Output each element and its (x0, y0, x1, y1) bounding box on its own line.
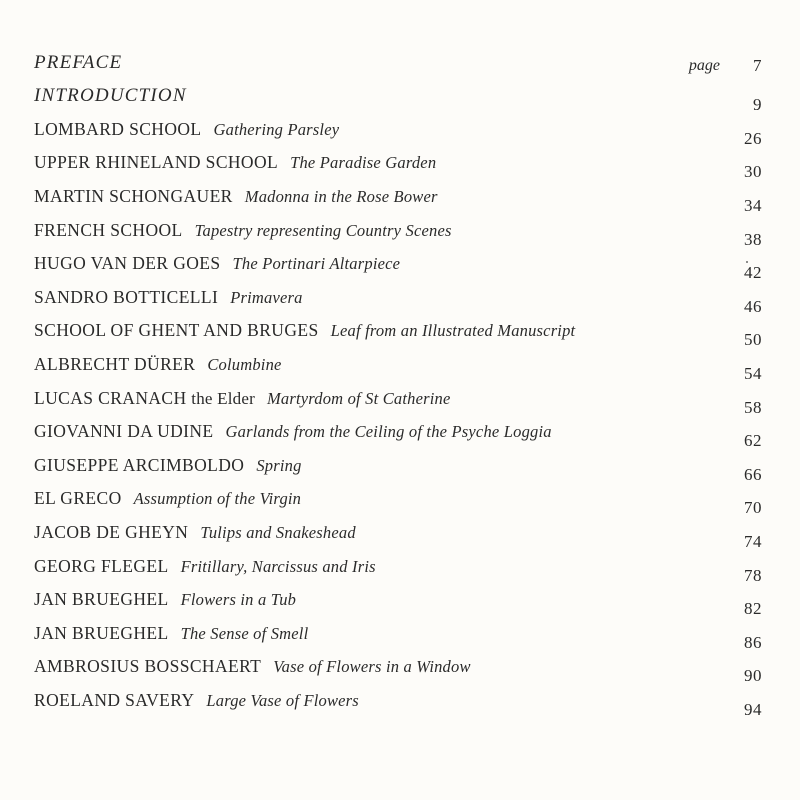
entry-page-number: 94 (744, 699, 762, 719)
entry-title: Primavera (230, 287, 303, 307)
toc-row (34, 382, 764, 416)
entry-artist: HUGO VAN DER GOES (34, 253, 221, 274)
entry-page-number: 34 (744, 195, 762, 215)
preface-label: PREFACE (34, 51, 123, 73)
page-word-label: page (688, 56, 720, 74)
entry-page-number: 86 (744, 632, 762, 652)
entry-artist-name: LUCAS CRANACH (34, 387, 187, 408)
entry-title: Garlands from the Ceiling of the Psyche Loggia (225, 422, 552, 442)
introduction-page-number: 9 (753, 95, 762, 115)
entry-artist: LOMBARD SCHOOL (34, 118, 202, 139)
entry-page-number: 74 (744, 531, 762, 551)
entry-artist: ALBRECHT DÜRER (34, 353, 196, 374)
entry-artist: FRENCH SCHOOL (34, 219, 183, 240)
entry-artist: JACOB DE GHEYN (34, 521, 189, 542)
toc-row (34, 180, 764, 214)
entry-artist (34, 388, 255, 408)
entry-page-number: 82 (744, 599, 762, 619)
toc-row (34, 617, 764, 651)
entry-artist: GEORG FLEGEL (34, 555, 169, 576)
entry-title: Tulips and Snakeshead (200, 522, 356, 542)
entry-artist: GIUSEPPE ARCIMBOLDO (34, 454, 245, 475)
entry-page-number: 38 (744, 229, 762, 249)
table-of-contents (34, 46, 764, 718)
entry-title: Fritillary, Narcissus and Iris (180, 556, 376, 576)
entry-title: Madonna in the Rose Bower (244, 186, 438, 206)
toc-row (34, 550, 764, 584)
entry-page-number: 66 (744, 464, 762, 484)
entry-page-number: 50 (744, 330, 762, 350)
entry-title: Gathering Parsley (213, 119, 340, 139)
entry-title: Columbine (207, 354, 282, 374)
toc-row (34, 147, 764, 181)
entry-page-number: 70 (744, 498, 762, 518)
toc-row-preface (34, 46, 764, 80)
entry-title: Vase of Flowers in a Window (273, 657, 471, 677)
entry-title: The Paradise Garden (290, 153, 437, 173)
entry-page-number: 58 (744, 397, 762, 417)
entry-title: The Sense of Smell (180, 623, 309, 643)
toc-row (34, 113, 764, 147)
entry-title: Assumption of the Virgin (133, 489, 302, 509)
toc-row (34, 516, 764, 550)
entry-page-number: 54 (744, 363, 762, 383)
toc-row (34, 449, 764, 483)
toc-row (34, 348, 764, 382)
entry-artist: JAN BRUEGHEL (34, 622, 169, 643)
entry-artist: EL GRECO (34, 488, 122, 509)
entry-title: Large Vase of Flowers (206, 690, 359, 710)
entry-page-number: 30 (744, 162, 762, 182)
toc-row-introduction (34, 80, 764, 114)
entry-artist: ROELAND SAVERY (34, 689, 195, 710)
entry-artist: GIOVANNI DA UDINE (34, 421, 214, 442)
toc-row (34, 584, 764, 618)
entry-artist: UPPER RHINELAND SCHOOL (34, 152, 279, 173)
entry-title: Tapestry representing Country Scenes (194, 220, 452, 240)
entry-page-number: 62 (744, 431, 762, 451)
entry-title: The Portinari Altarpiece (232, 254, 401, 274)
entry-title: Spring (256, 455, 302, 475)
preface-page-number: 7 (753, 55, 762, 75)
entry-artist-suffix: the Elder (191, 388, 255, 408)
entry-artist: SCHOOL OF GHENT AND BRUGES (34, 320, 319, 341)
toc-row (34, 214, 764, 248)
entry-page-number: 26 (744, 128, 762, 148)
entry-page-number: 46 (744, 296, 762, 316)
ink-speck (746, 261, 748, 263)
entry-artist: AMBROSIUS BOSSCHAERT (34, 656, 262, 677)
toc-row (34, 651, 764, 685)
toc-row (34, 315, 764, 349)
toc-row (34, 248, 764, 282)
entry-artist: MARTIN SCHONGAUER (34, 185, 233, 206)
entry-title: Leaf from an Illustrated Manuscript (330, 321, 576, 341)
entry-title: Flowers in a Tub (180, 590, 297, 610)
entry-artist: JAN BRUEGHEL (34, 589, 169, 610)
toc-row (34, 483, 764, 517)
entry-page-number: 42 (744, 263, 762, 283)
toc-row (34, 684, 764, 718)
toc-row (34, 281, 764, 315)
entry-page-number: 78 (744, 565, 762, 585)
introduction-label: INTRODUCTION (34, 85, 187, 107)
entry-artist: SANDRO BOTTICELLI (34, 286, 219, 307)
toc-row (34, 416, 764, 450)
entry-title: Martyrdom of St Catherine (266, 388, 451, 408)
entry-page-number: 90 (744, 666, 762, 686)
